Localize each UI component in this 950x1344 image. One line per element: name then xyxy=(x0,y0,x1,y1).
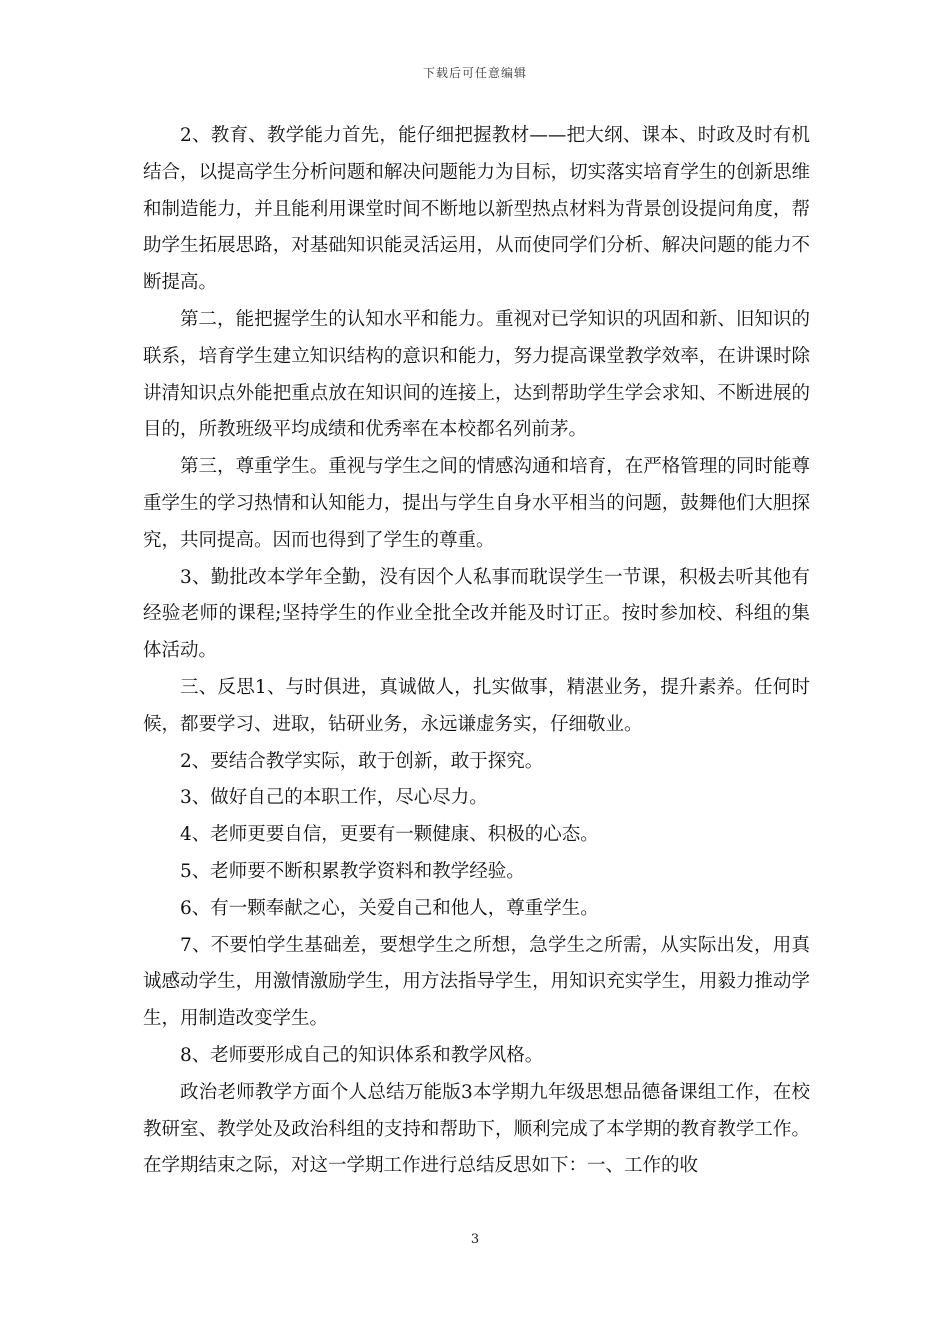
paragraph-reflection-item-6: 6、有一颗奉献之心，关爱自己和他人，尊重学生。 xyxy=(180,897,599,919)
paragraph-teaching-ability: 2、教育、教学能力首先，能仔细把握教材——把大纲、课本、时政及时有机结合，以提高学生分析问题和解决问题能力为目标，切实落实培育学生的创新思维和制造能力，并且能利用课堂时间不断地以新型热点材料为背景创设提问角度，帮助学生拓展思路，对基础知识能灵活运用，从而使同学们分析、解决问题的能力不断提高。 xyxy=(143,125,810,294)
paragraph-reflection-item-8: 8、老师要形成自己的知识体系和教学风格。 xyxy=(180,1044,544,1066)
paragraph-reflection-item-5: 5、老师要不断积累教学资料和教学经验。 xyxy=(180,860,525,882)
paragraph-reflection: 三、反思1、与时俱进，真诚做人，扎实做事，精湛业务，提升素养。任何时候，都要学习、进取，钻研业务，永远谦虚务实，仔细敬业。 xyxy=(143,676,810,735)
paragraph-third-point: 第三，尊重学生。重视与学生之间的情感沟通和培育，在严格管理的同时能尊重学生的学习热情和认知能力，提出与学生自身水平相当的问题，鼓舞他们大胆探究，共同提高。因而也得到了学生的尊重。 xyxy=(143,456,810,551)
paragraph-reflection-item-4: 4、老师更要自信，更要有一颗健康、积极的心态。 xyxy=(180,824,599,846)
paragraph-reflection-item-7: 7、不要怕学生基础差，要想学生之所想，急学生之所需，从实际出发，用真诚感动学生，用激情激励学生，用方法指导学生，用知识充实学生，用毅力推动学生，用制造改变学生。 xyxy=(143,934,810,1030)
document-body xyxy=(143,118,810,1185)
page-header: 下载后可任意编辑 xyxy=(422,66,527,80)
paragraph-grading: 3、勤批改本学年全勤，没有因个人私事而耽误学生一节课，积极去听其他有经验老师的课程;坚持学生的作业全批全改并能及时订正。按时参加校、科组的集体活动。 xyxy=(143,566,810,662)
page-number: 3 xyxy=(470,1232,480,1247)
paragraph-summary-3: 政治老师教学方面个人总结万能版3本学期九年级思想品德备课组工作，在校教研室、教学处及政治科组的支持和帮助下，顺利完成了本学期的教育教学工作。在学期结束之际，对这一学期工作进行总结反思如下：一、工作的收 xyxy=(143,1081,810,1177)
paragraph-reflection-item-3: 3、做好自己的本职工作，尽心尽力。 xyxy=(180,787,488,809)
paragraph-second-point: 第二，能把握学生的认知水平和能力。重视对已学知识的巩固和新、旧知识的联系，培育学生建立知识结构的意识和能力，努力提高课堂教学效率，在讲课时除讲清知识点外能把重点放在知识间的连接上，达到帮助学生学会求知、不断进展的目的，所教班级平均成绩和优秀率在本校都名列前茅。 xyxy=(143,308,810,441)
paragraph-reflection-item-2: 2、要结合教学实际，敢于创新，敢于探究。 xyxy=(180,750,544,772)
